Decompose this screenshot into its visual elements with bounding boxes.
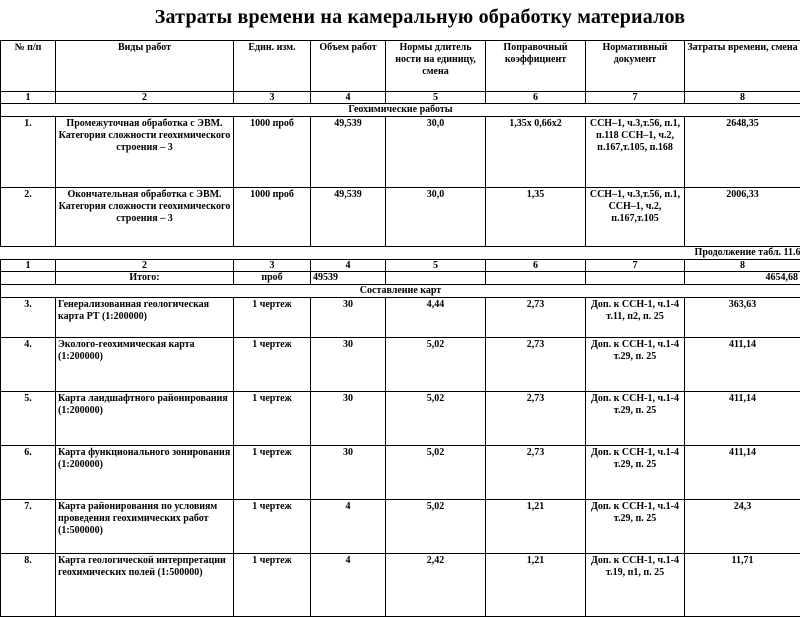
unit: 1 чертеж — [234, 338, 311, 392]
volume: 4 — [311, 500, 386, 554]
norm-document: ССН–1, ч.3,т.56, п.1, п.118 ССН–1, ч.2, п.167,т.105, п.168 — [586, 117, 685, 188]
header-cell: Поправочный коэффициент — [486, 41, 586, 92]
empty-cell — [386, 272, 486, 285]
work-type: Окончательная обработка с ЭВМ. Категория сложности геохимического строения – 3 — [56, 188, 234, 247]
column-number-row — [1, 92, 800, 104]
time-cost: 411,14 — [685, 446, 800, 500]
cost-table — [0, 40, 800, 617]
column-number: 1 — [1, 260, 56, 272]
total-unit: проб — [234, 272, 311, 285]
column-number: 2 — [56, 260, 234, 272]
volume: 30 — [311, 446, 386, 500]
coefficient: 1,21 — [486, 554, 586, 617]
column-number: 6 — [486, 260, 586, 272]
unit: 1000 проб — [234, 188, 311, 247]
norm: 5,02 — [386, 500, 486, 554]
work-type: Эколого-геохимическая карта (1:200000) — [56, 338, 234, 392]
empty-cell — [1, 272, 56, 285]
row-number: 6. — [1, 446, 56, 500]
time-cost: 24,3 — [685, 500, 800, 554]
header-cell: Един. изм. — [234, 41, 311, 92]
row-number: 3. — [1, 298, 56, 338]
coefficient: 1,35 — [486, 188, 586, 247]
row-number: 5. — [1, 392, 56, 446]
work-type: Генерализованная геологическая карта РТ (1:200000) — [56, 298, 234, 338]
norm-document: Доп. к ССН-1, ч.1-4 т.29, п. 25 — [586, 500, 685, 554]
coefficient: 2,73 — [486, 446, 586, 500]
table-row — [1, 392, 800, 446]
volume: 4 — [311, 554, 386, 617]
unit: 1 чертеж — [234, 554, 311, 617]
header-cell: Виды работ — [56, 41, 234, 92]
table-row — [1, 446, 800, 500]
volume: 30 — [311, 338, 386, 392]
column-number: 5 — [386, 260, 486, 272]
table-row — [1, 338, 800, 392]
norm: 5,02 — [386, 446, 486, 500]
page-title: Затраты времени на камеральную обработку материалов — [0, 6, 800, 29]
continuation-row — [1, 247, 800, 260]
table-row — [1, 298, 800, 338]
section-row — [1, 285, 800, 298]
column-number: 7 — [586, 92, 685, 104]
unit: 1000 проб — [234, 117, 311, 188]
work-type: Карта геологической интерпретации геохимических полей (1:500000) — [56, 554, 234, 617]
unit: 1 чертеж — [234, 392, 311, 446]
column-number: 3 — [234, 92, 311, 104]
empty-cell — [486, 272, 586, 285]
time-cost: 411,14 — [685, 338, 800, 392]
time-cost: 11,71 — [685, 554, 800, 617]
empty-cell — [586, 272, 685, 285]
norm: 5,02 — [386, 338, 486, 392]
header-cell: Нормы длитель ности на единицу, смена — [386, 41, 486, 92]
time-cost: 2648,35 — [685, 117, 800, 188]
norm: 4,44 — [386, 298, 486, 338]
table-row — [1, 188, 800, 247]
total-cost: 4654,68 — [685, 272, 800, 285]
row-number: 1. — [1, 117, 56, 188]
norm: 2,42 — [386, 554, 486, 617]
column-number: 4 — [311, 92, 386, 104]
norm-document: Доп. к ССН-1, ч.1-4 т.29, п. 25 — [586, 446, 685, 500]
coefficient: 2,73 — [486, 392, 586, 446]
column-number: 8 — [685, 92, 800, 104]
header-cell: № п/п — [1, 41, 56, 92]
header-cell: Затраты времени, смена — [685, 41, 800, 92]
coefficient: 1,21 — [486, 500, 586, 554]
norm-document: Доп. к ССН-1, ч.1-4 т.29, п. 25 — [586, 392, 685, 446]
column-number: 4 — [311, 260, 386, 272]
column-number: 7 — [586, 260, 685, 272]
unit: 1 чертеж — [234, 298, 311, 338]
volume: 30 — [311, 392, 386, 446]
table-row — [1, 500, 800, 554]
column-number-row — [1, 260, 800, 272]
section-row — [1, 104, 800, 117]
total-volume: 49539 — [311, 272, 386, 285]
row-number: 8. — [1, 554, 56, 617]
continuation-label: Продолжение табл. 11.6 — [1, 247, 800, 260]
column-number: 6 — [486, 92, 586, 104]
total-label: Итого: — [56, 272, 234, 285]
header-cell: Нормативный документ — [586, 41, 685, 92]
norm: 30,0 — [386, 188, 486, 247]
unit: 1 чертеж — [234, 500, 311, 554]
coefficient: 1,35х 0,66х2 — [486, 117, 586, 188]
header-row — [1, 41, 800, 92]
header-cell: Объем работ — [311, 41, 386, 92]
norm: 30,0 — [386, 117, 486, 188]
norm-document: Доп. к ССН-1, ч.1-4 т.19, п1, п. 25 — [586, 554, 685, 617]
time-cost: 363,63 — [685, 298, 800, 338]
work-type: Карта ландшафтного районирования (1:200000) — [56, 392, 234, 446]
norm: 5,02 — [386, 392, 486, 446]
section-title: Составление карт — [1, 285, 800, 298]
volume: 30 — [311, 298, 386, 338]
column-number: 2 — [56, 92, 234, 104]
time-cost: 2006,33 — [685, 188, 800, 247]
work-type: Карта районирования по условиям проведения геохимических работ (1:500000) — [56, 500, 234, 554]
coefficient: 2,73 — [486, 338, 586, 392]
column-number: 8 — [685, 260, 800, 272]
norm-document: Доп. к ССН-1, ч.1-4 т.11, п2, п. 25 — [586, 298, 685, 338]
coefficient: 2,73 — [486, 298, 586, 338]
norm-document: ССН–1, ч.3,т.56, п.1, ССН–1, ч.2, п.167,т.105 — [586, 188, 685, 247]
row-number: 7. — [1, 500, 56, 554]
unit: 1 чертеж — [234, 446, 311, 500]
time-cost: 411,14 — [685, 392, 800, 446]
total-row — [1, 272, 800, 285]
column-number: 1 — [1, 92, 56, 104]
column-number: 3 — [234, 260, 311, 272]
table-row — [1, 554, 800, 617]
column-number: 5 — [386, 92, 486, 104]
work-type: Карта функционального зонирования (1:200000) — [56, 446, 234, 500]
row-number: 2. — [1, 188, 56, 247]
volume: 49,539 — [311, 188, 386, 247]
section-title: Геохимические работы — [1, 104, 800, 117]
norm-document: Доп. к ССН-1, ч.1-4 т.29, п. 25 — [586, 338, 685, 392]
volume: 49,539 — [311, 117, 386, 188]
row-number: 4. — [1, 338, 56, 392]
table-row — [1, 117, 800, 188]
work-type: Промежуточная обработка с ЭВМ. Категория сложности геохимического строения – 3 — [56, 117, 234, 188]
